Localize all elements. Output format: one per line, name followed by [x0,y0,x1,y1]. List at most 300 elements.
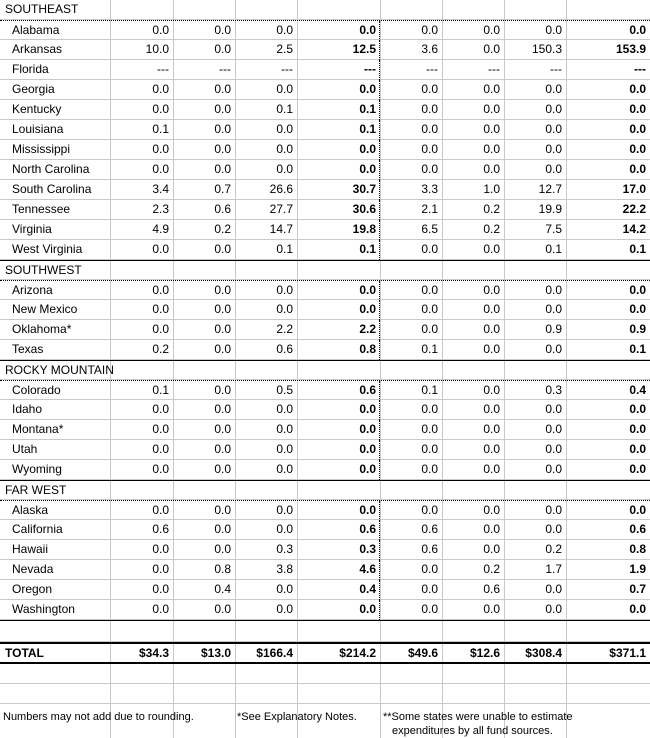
value-cell: 0.0 [152,422,169,436]
value-cell: 0.0 [421,562,438,576]
value-cell: 0.4 [629,383,646,397]
value-cell: 0.0 [152,402,169,416]
value-cell: 0.0 [276,283,293,297]
state-row [0,380,650,400]
state-row [0,200,650,220]
value-cell: 0.0 [276,23,293,37]
value-cell: 0.0 [421,602,438,616]
value-cell: 12.7 [538,182,562,196]
value-cell: 0.0 [483,383,500,397]
value-cell: 3.8 [276,562,293,576]
value-cell: 0.0 [214,142,231,156]
value-cell: 2.3 [152,202,169,216]
value-cell: 0.0 [629,102,646,116]
subtotal-separator [379,420,380,440]
value-cell: 0.0 [276,302,293,316]
value-cell: 0.0 [421,122,438,136]
value-cell: 1.9 [629,562,646,576]
region-header-row [0,360,650,380]
value-cell: 0.6 [214,202,231,216]
subtotal-separator [379,160,380,180]
state-name-cell: Utah [12,442,38,456]
value-cell: --- [426,62,438,76]
subtotal-separator [379,300,380,320]
state-name-cell: Colorado [12,383,61,397]
value-cell: 0.0 [276,82,293,96]
value-cell: 0.0 [545,402,562,416]
value-cell: 0.0 [421,402,438,416]
state-row [0,300,650,320]
empty-row [0,684,650,704]
region-name: SOUTHEAST [5,2,79,16]
value-cell: 0.0 [545,442,562,456]
value-cell: 0.0 [276,602,293,616]
value-cell: 0.0 [421,23,438,37]
value-cell: 0.0 [214,283,231,297]
value-cell: 0.0 [276,402,293,416]
value-cell: 0.0 [276,462,293,476]
value-cell: 0.0 [214,242,231,256]
state-name-cell: North Carolina [12,162,90,176]
value-cell: 0.0 [152,23,169,37]
value-cell: 0.0 [214,82,231,96]
explanatory-footnote: *See Explanatory Notes. [237,711,357,723]
value-cell: 0.5 [276,383,293,397]
state-name-cell: California [12,522,63,536]
subtotal-separator [379,560,380,580]
state-name-cell: Idaho [12,402,43,416]
value-cell: 3.6 [421,42,438,56]
value-cell: 0.0 [421,302,438,316]
value-cell: 14.7 [269,222,293,236]
state-name-cell: Virginia [12,222,52,236]
value-cell: 0.1 [629,242,646,256]
fund-sources-footnote-line2: expenditures by all fund sources. [392,725,553,737]
value-cell: 0.0 [483,242,500,256]
value-cell: 0.0 [214,102,231,116]
value-cell: 0.1 [421,383,438,397]
value-cell: 0.0 [359,422,376,436]
value-cell: 4.6 [359,562,376,576]
value-cell: 0.0 [545,82,562,96]
value-cell: 14.2 [622,222,646,236]
value-cell: 0.0 [214,342,231,356]
state-row [0,320,650,340]
state-row [0,460,650,480]
subtotal-separator [379,140,380,160]
value-cell: 0.0 [152,142,169,156]
value-cell: 0.0 [421,102,438,116]
value-cell: 30.7 [352,182,376,196]
value-cell: 0.1 [359,242,376,256]
value-cell: $34.3 [138,646,169,660]
value-cell: 150.3 [531,42,562,56]
value-cell: 0.0 [545,142,562,156]
value-cell: 0.1 [545,242,562,256]
subtotal-separator [379,21,380,41]
state-name-cell: Florida [12,62,49,76]
value-cell: 0.0 [214,462,231,476]
region-name: FAR WEST [5,483,67,497]
state-name-cell: Oregon [12,582,53,596]
value-cell: 0.0 [421,242,438,256]
value-cell: 0.0 [359,82,376,96]
state-row [0,280,650,300]
value-cell: 0.0 [152,283,169,297]
value-cell: 0.2 [483,202,500,216]
value-cell: 0.0 [483,102,500,116]
value-cell: 0.1 [276,102,293,116]
value-cell: 0.0 [152,102,169,116]
value-cell: 0.0 [545,462,562,476]
value-cell: 2.5 [276,42,293,56]
state-row [0,420,650,440]
value-cell: --- [364,62,376,76]
state-row [0,540,650,560]
state-name-cell: South Carolina [12,182,92,196]
state-row [0,20,650,40]
value-cell: 0.1 [629,342,646,356]
subtotal-separator [379,400,380,420]
subtotal-separator [379,440,380,460]
region-header-row [0,480,650,500]
value-cell: --- [488,62,500,76]
state-name-cell: Alabama [12,23,60,37]
subtotal-separator [379,580,380,600]
region-name: ROCKY MOUNTAIN [5,363,114,377]
value-cell: 0.0 [629,442,646,456]
value-cell: 0.8 [359,342,376,356]
value-cell: 0.0 [359,302,376,316]
value-cell: 26.6 [269,182,293,196]
subtotal-separator [379,540,380,560]
value-cell: --- [157,62,169,76]
state-row [0,520,650,540]
value-cell: 0.0 [421,283,438,297]
value-cell: 0.0 [483,42,500,56]
subtotal-separator [379,200,380,220]
total-label: TOTAL [5,646,44,660]
value-cell: 0.0 [276,122,293,136]
value-cell: 0.0 [629,142,646,156]
value-cell: 2.2 [276,322,293,336]
value-cell: 0.2 [152,342,169,356]
state-row [0,40,650,60]
value-cell: 0.0 [152,322,169,336]
value-cell: 3.4 [152,182,169,196]
value-cell: 0.2 [545,542,562,556]
value-cell: 0.0 [545,582,562,596]
value-cell: 0.0 [421,462,438,476]
state-name-cell: West Virginia [12,242,83,256]
value-cell: 0.8 [629,542,646,556]
value-cell: 0.0 [152,82,169,96]
state-name-cell: Georgia [12,82,55,96]
state-name-cell: Alaska [12,503,49,517]
state-row [0,120,650,140]
value-cell: 0.4 [359,582,376,596]
value-cell: 0.0 [483,422,500,436]
value-cell: 0.0 [214,402,231,416]
subtotal-separator [379,520,380,540]
value-cell: 0.0 [545,302,562,316]
value-cell: 0.0 [421,82,438,96]
state-row [0,240,650,260]
value-cell: 0.1 [276,242,293,256]
subtotal-separator [379,600,380,620]
value-cell: 0.0 [359,162,376,176]
state-name-cell: New Mexico [12,302,78,316]
value-cell: 0.0 [629,422,646,436]
value-cell: 0.0 [483,522,500,536]
value-cell: 0.6 [629,522,646,536]
value-cell: 0.0 [359,283,376,297]
value-cell: 19.8 [352,222,376,236]
value-cell: 0.0 [421,322,438,336]
value-cell: 0.0 [214,23,231,37]
value-cell: 2.2 [359,322,376,336]
value-cell: 17.0 [622,182,646,196]
value-cell: $13.0 [200,646,231,660]
value-cell: 0.0 [276,442,293,456]
value-cell: --- [550,62,562,76]
value-cell: 0.0 [629,82,646,96]
value-cell: 0.0 [359,442,376,456]
value-cell: 0.0 [421,422,438,436]
region-name: SOUTHWEST [5,263,82,277]
value-cell: 0.2 [214,222,231,236]
value-cell: --- [634,62,646,76]
state-row [0,340,650,360]
value-cell: 0.0 [214,503,231,517]
value-cell: 0.0 [152,442,169,456]
value-cell: 0.0 [152,542,169,556]
value-cell: 0.0 [421,162,438,176]
value-cell: 0.9 [629,322,646,336]
value-cell: 0.0 [421,142,438,156]
value-cell: 0.0 [483,402,500,416]
value-cell: $166.4 [256,646,293,660]
value-cell: 0.0 [152,302,169,316]
value-cell: 0.0 [214,42,231,56]
value-cell: 0.0 [483,542,500,556]
value-cell: 0.0 [214,442,231,456]
value-cell: 6.5 [421,222,438,236]
value-cell: $12.6 [469,646,500,660]
value-cell: 0.6 [152,522,169,536]
subtotal-separator [379,60,380,80]
state-name-cell: Louisiana [12,122,64,136]
value-cell: 0.0 [214,122,231,136]
value-cell: 0.7 [629,582,646,596]
state-row [0,560,650,580]
value-cell: 0.2 [483,222,500,236]
state-name-cell: Nevada [12,562,54,576]
value-cell: 0.0 [214,602,231,616]
value-cell: 7.5 [545,222,562,236]
value-cell: $49.6 [407,646,438,660]
blank-row [0,620,650,642]
value-cell: 1.7 [545,562,562,576]
value-cell: 0.0 [483,283,500,297]
subtotal-separator [379,120,380,140]
value-cell: 0.0 [483,23,500,37]
value-cell: 0.0 [276,162,293,176]
state-name-cell: Kentucky [12,102,62,116]
value-cell: 0.0 [545,23,562,37]
value-cell: 0.0 [629,402,646,416]
value-cell: 0.7 [214,182,231,196]
state-name-cell: Arkansas [12,42,63,56]
value-cell: 0.6 [421,542,438,556]
subtotal-separator [379,220,380,240]
value-cell: 0.1 [152,383,169,397]
value-cell: 10.0 [145,42,169,56]
value-cell: 0.0 [214,322,231,336]
value-cell: 0.0 [483,122,500,136]
total-row [0,642,650,664]
value-cell: $371.1 [609,646,646,660]
state-name-cell: Tennessee [12,202,71,216]
value-cell: 0.0 [214,383,231,397]
value-cell: 0.6 [483,582,500,596]
value-cell: 153.9 [615,42,646,56]
value-cell: 0.0 [483,342,500,356]
subtotal-separator [379,340,380,360]
state-row [0,80,650,100]
value-cell: $214.2 [339,646,376,660]
value-cell: 0.0 [152,602,169,616]
value-cell: 0.0 [214,302,231,316]
state-name-cell: Mississippi [12,142,71,156]
value-cell: 0.0 [483,322,500,336]
subtotal-separator [379,381,380,401]
value-cell: --- [281,62,293,76]
value-cell: 0.0 [545,522,562,536]
value-cell: 0.0 [629,302,646,316]
value-cell: 0.0 [483,602,500,616]
value-cell: 0.0 [214,542,231,556]
rounding-footnote: Numbers may not add due to rounding. [3,711,194,723]
value-cell: 0.0 [483,142,500,156]
state-row [0,500,650,520]
value-cell: 0.0 [276,522,293,536]
state-name-cell: Montana* [12,422,64,436]
value-cell: 27.7 [269,202,293,216]
state-name-cell: Oklahoma* [12,322,72,336]
value-cell: 0.0 [359,602,376,616]
state-row [0,400,650,420]
subtotal-separator [379,240,380,260]
state-name-cell: Wyoming [12,462,62,476]
value-cell: 0.1 [421,342,438,356]
state-row [0,440,650,460]
value-cell: 0.6 [421,522,438,536]
value-cell: 0.3 [545,383,562,397]
empty-row [0,664,650,684]
value-cell: 1.0 [483,182,500,196]
value-cell: 0.0 [359,23,376,37]
value-cell: 0.0 [483,503,500,517]
value-cell: 0.2 [483,562,500,576]
value-cell: 0.0 [629,503,646,517]
value-cell: 0.8 [214,562,231,576]
value-cell: 0.4 [214,582,231,596]
value-cell: 0.0 [152,462,169,476]
value-cell: 0.0 [545,283,562,297]
value-cell: 0.0 [545,102,562,116]
value-cell: 0.0 [545,503,562,517]
state-row [0,140,650,160]
value-cell: 0.0 [276,503,293,517]
value-cell: 0.1 [359,102,376,116]
state-row [0,100,650,120]
value-cell: 0.0 [483,82,500,96]
state-row [0,580,650,600]
value-cell: 19.9 [538,202,562,216]
value-cell: 0.0 [276,582,293,596]
value-cell: 0.0 [483,462,500,476]
value-cell: 0.0 [629,162,646,176]
state-row [0,160,650,180]
value-cell: 0.0 [276,142,293,156]
value-cell: 0.0 [483,442,500,456]
value-cell: 0.0 [629,23,646,37]
value-cell: 0.0 [629,122,646,136]
value-cell: 0.0 [359,462,376,476]
value-cell: --- [219,62,231,76]
value-cell: $308.4 [525,646,562,660]
subtotal-separator [379,460,380,480]
value-cell: 0.3 [276,542,293,556]
value-cell: 0.0 [545,162,562,176]
value-cell: 0.3 [359,542,376,556]
subtotal-separator [379,40,380,60]
value-cell: 0.1 [359,122,376,136]
state-row [0,220,650,240]
value-cell: 0.0 [545,122,562,136]
value-cell: 0.9 [545,322,562,336]
value-cell: 0.1 [152,122,169,136]
value-cell: 0.0 [276,422,293,436]
fund-sources-footnote-line1: **Some states were unable to estimate [383,711,573,723]
value-cell: 0.0 [214,422,231,436]
region-header-row [0,0,650,20]
value-cell: 0.0 [214,522,231,536]
value-cell: 0.0 [152,582,169,596]
value-cell: 0.0 [629,462,646,476]
value-cell: 0.0 [214,162,231,176]
value-cell: 0.0 [483,162,500,176]
value-cell: 0.0 [545,342,562,356]
value-cell: 0.0 [483,302,500,316]
subtotal-separator [379,100,380,120]
subtotal-separator [379,501,380,521]
subtotal-separator [379,320,380,340]
value-cell: 0.6 [359,522,376,536]
subtotal-separator [379,281,380,301]
state-name-cell: Arizona [12,283,53,297]
value-cell: 0.0 [421,442,438,456]
state-name-cell: Washington [12,602,75,616]
state-row [0,600,650,620]
value-cell: 0.0 [629,602,646,616]
value-cell: 0.0 [421,503,438,517]
value-cell: 0.0 [421,582,438,596]
value-cell: 2.1 [421,202,438,216]
value-cell: 0.0 [152,503,169,517]
value-cell: 0.0 [359,503,376,517]
